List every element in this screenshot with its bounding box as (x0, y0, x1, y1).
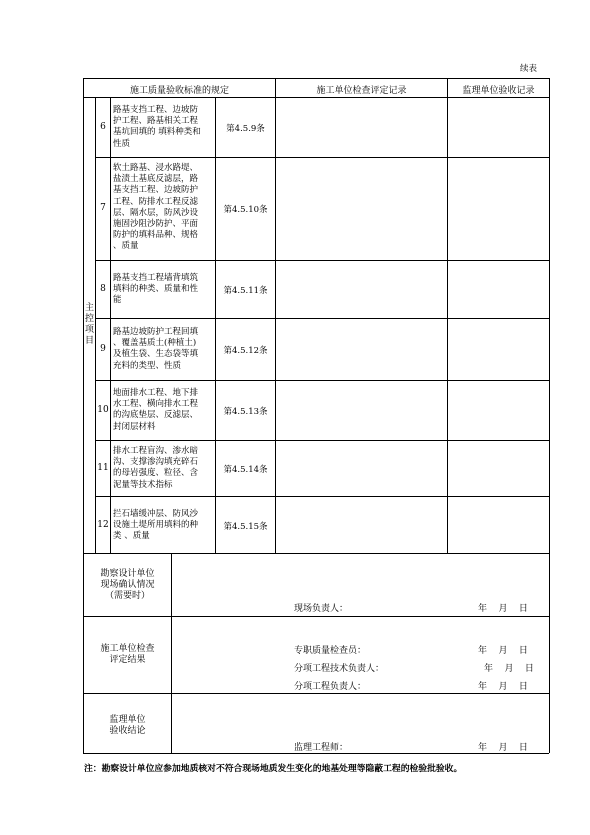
construction-signer-date: 年 月 日 (478, 646, 528, 656)
item-description: 排水工程盲沟、渗水暗 沟、支撑渗沟填充碎石 的母岩强度、粒径、含 泥量等技术指标 (113, 446, 199, 490)
item-clause: 第4.5.14条 (223, 465, 268, 475)
item-description: 地面排水工程、地下排 水工程、横向排水工程 的沟底垫层、反滤层、 封闭层材料 (113, 388, 199, 432)
item-number: 12 (97, 520, 109, 530)
construction-label: 施工单位检查 评定结果 (100, 644, 155, 665)
survey-signer-role: 现场负责人： (294, 604, 349, 614)
supervision-signer-role: 监理工程师： (294, 743, 349, 753)
item-number: 7 (100, 203, 106, 213)
continued-label: 续表 (520, 64, 538, 74)
item-description: 软土路基、浸水路堤、 盐渍土基底反滤层，路 基支挡工程、边坡防护 工程、防排水工程反滤 层、隔水层，防风沙设 施固沙阻沙防护、平面 防护的填料品种、规格 、质量 (113, 163, 199, 252)
main-control-label: 主 控 项 目 (84, 303, 94, 346)
footnote: 注：勘察设计单位应参加地质核对不符合现场地质发生变化的地基处理等隐蔽工程的检验批验收。 (84, 764, 463, 774)
construction-signer-role: 专职质量检查员： (294, 646, 367, 656)
item-number: 11 (97, 463, 109, 473)
survey-signer-date: 年 月 日 (478, 604, 528, 614)
construction-signer-date: 年 月 日 (478, 682, 528, 692)
item-clause: 第4.5.13条 (223, 407, 268, 417)
header-supervision-record: 监理单位验收记录 (462, 86, 535, 96)
item-description: 拦石墙缓冲层、防风沙 设施土堤所用填料的种 类 、质量 (113, 509, 199, 542)
item-description: 路基支挡工程、边坡防 护工程、路基相关工程 基坑回填的 填料种类和 性质 (113, 105, 201, 149)
item-number: 6 (100, 122, 106, 132)
supervision-signer-date: 年 月 日 (478, 743, 528, 753)
item-clause: 第4.5.15条 (223, 522, 268, 532)
item-description: 路基支挡工程墙背填筑 填料的种类、质量和性 能 (113, 273, 199, 306)
item-number: 10 (97, 405, 109, 415)
header-standard: 施工质量验收标准的规定 (129, 86, 229, 96)
item-number: 9 (100, 344, 106, 354)
construction-signer-date: 年 月 日 (484, 664, 534, 674)
item-clause: 第4.5.11条 (223, 286, 268, 296)
construction-signer-role: 分项工程技术负责人： (294, 664, 385, 674)
survey-label: 勘察设计单位 现场确认情况 （需要时） (100, 569, 155, 601)
item-clause: 第4.5.9条 (226, 124, 265, 134)
construction-signer-role: 分项工程负责人： (294, 682, 367, 692)
item-number: 8 (100, 284, 106, 294)
header-construction-record: 施工单位检查评定记录 (316, 86, 407, 96)
supervision-label: 监理单位 验收结论 (109, 715, 146, 736)
item-clause: 第4.5.10条 (223, 205, 268, 215)
item-clause: 第4.5.12条 (223, 346, 268, 356)
item-description: 路基边坡防护工程回填 、覆盖基质土(种植土) 及植生袋、生态袋等填 充料的类型、性质 (113, 327, 199, 371)
